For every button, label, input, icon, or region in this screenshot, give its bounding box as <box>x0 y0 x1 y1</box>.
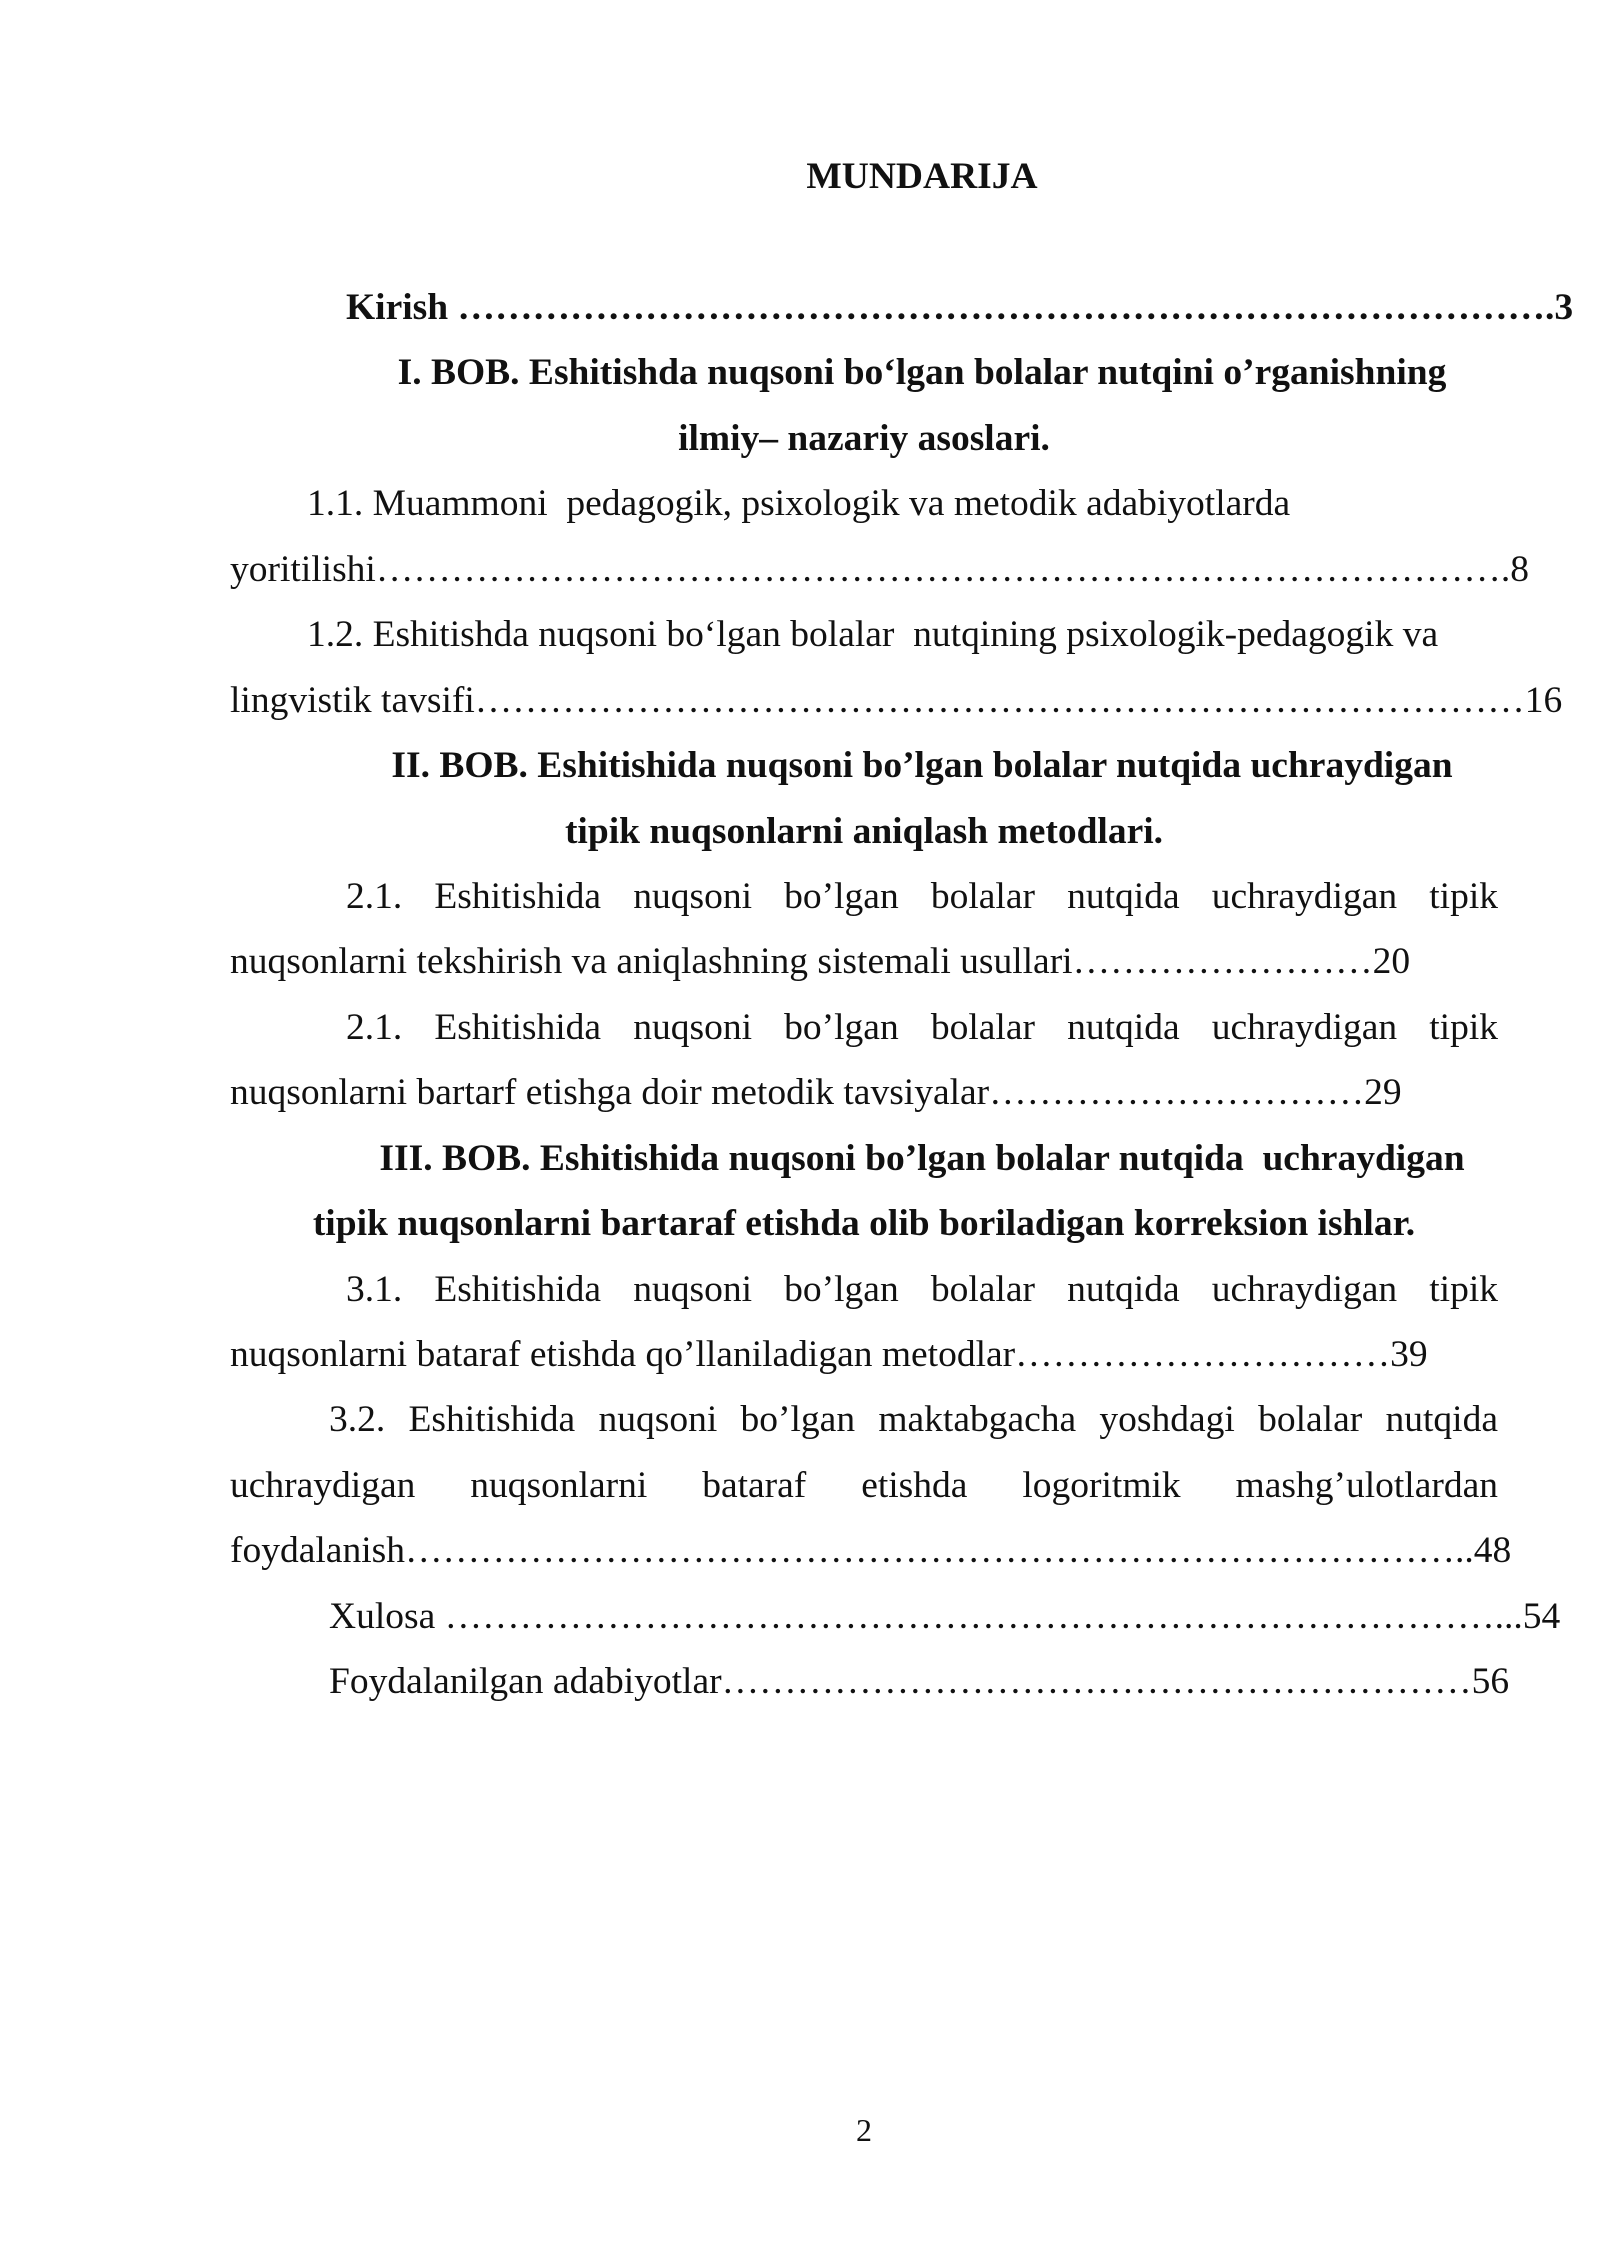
toc-entry-2-2-line-1: 2.1. Eshitishida nuqsoni bo’lgan bolalar nutqida uchraydigan tipik <box>346 1006 1498 1048</box>
chapter-1-heading-line-1: I. BOB. Eshitishda nuqsoni bo‘lgan bolalar nutqini o’rganishning <box>397 352 1447 394</box>
page-number: 2 <box>856 2112 872 2148</box>
page-title: MUNDARIJA <box>806 156 1038 197</box>
chapter-2-heading-line-2: tipik nuqsonlarni aniqlash metodlari. <box>564 810 1164 852</box>
chapter-1-heading-line-2: ilmiy– nazariy asoslari. <box>678 417 1050 459</box>
toc-entry-1-1-line-1: 1.1. Muammoni pedagogik, psixologik va metodik adabiyotlarda <box>307 483 1291 525</box>
toc-entry-intro: Kirish …………………………………………………………………………….3 <box>346 287 1574 328</box>
chapter-3-heading-line-1: III. BOB. Eshitishida nuqsoni bo’lgan bolalar nutqida uchraydigan <box>379 1137 1465 1179</box>
toc-entry-2-2-line-2: nuqsonlarni bartarf etishga doir metodik tavsiyalar…………………………29 <box>230 1072 1402 1114</box>
toc-entry-3-1-line-1: 3.1. Eshitishida nuqsoni bo’lgan bolalar nutqida uchraydigan tipik <box>346 1268 1498 1310</box>
toc-entry-2-1-line-1: 2.1. Eshitishida nuqsoni bo’lgan bolalar nutqida uchraydigan tipik <box>346 875 1498 917</box>
toc-entry-3-2-line-3: foydalanish…………………………………………………………………………..48 <box>230 1530 1512 1572</box>
toc-entry-references: Foydalanilgan adabiyotlar……………………………………………………56 <box>329 1661 1510 1703</box>
table-of-contents <box>230 275 1574 1715</box>
toc-entry-1-2-line-2: lingvistik tavsifi…………………………………………………………………………16 <box>230 679 1563 721</box>
toc-entry-1-2-line-1: 1.2. Eshitishda nuqsoni bo‘lgan bolalar nutqining psixologik-pedagogik va <box>307 614 1439 656</box>
toc-entry-2-1-line-2: nuqsonlarni tekshirish va aniqlashning sistemali usullari……………………20 <box>230 941 1411 983</box>
toc-entry-3-2-line-1: 3.2. Eshitishida nuqsoni bo’lgan maktabgacha yoshdagi bolalar nutqida <box>329 1399 1498 1441</box>
chapter-3-heading-line-2: tipik nuqsonlarni bartaraf etishda olib boriladigan korreksion ishlar. <box>312 1203 1416 1245</box>
toc-entry-3-1-line-2: nuqsonlarni bataraf etishda qo’llaniladigan metodlar…………………………39 <box>230 1334 1428 1375</box>
toc-entry-3-2-line-2: uchraydigan nuqsonlarni bataraf etishda logoritmik mashg’ulotlardan <box>230 1464 1498 1506</box>
toc-entry-conclusion: Xulosa …………………………………………………………………………...54 <box>329 1595 1561 1637</box>
chapter-2-heading-line-1: II. BOB. Eshitishida nuqsoni bo’lgan bolalar nutqida uchraydigan <box>391 745 1453 787</box>
toc-entry-1-1-line-2: yoritilishi……………………………………………………………………………….8 <box>230 548 1529 590</box>
